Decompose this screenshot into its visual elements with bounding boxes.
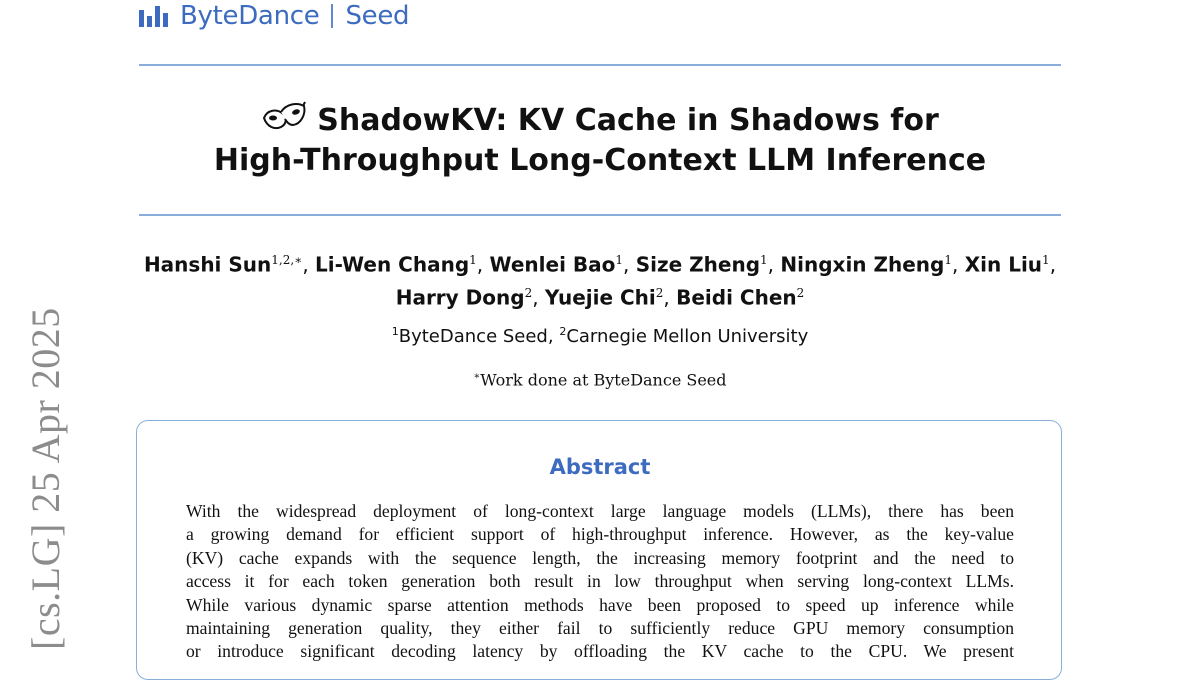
author-affiliation-marker: 1 [944, 253, 952, 267]
author-list [130, 246, 1070, 311]
author-line-2 [130, 279, 1070, 312]
author-name: Ningxin Zheng [780, 252, 945, 277]
brand-seed: Seed [345, 1, 410, 31]
affiliation-name: ByteDance Seed [398, 326, 548, 347]
mask-icon [261, 100, 307, 134]
abstract-line: access it for each token generation both result in low throughput when serving long-context LLMs. [186, 571, 1014, 592]
abstract-line: With the widespread deployment of long-context large language models (LLMs), there has been [186, 501, 1014, 521]
abstract-line: (KV) cache expands with the sequence length, the increasing memory footprint and the need to [186, 547, 1014, 568]
note-text: Work done at ByteDance Seed [480, 370, 727, 390]
abstract-line: While various dynamic sparse attention methods have been proposed to speed up inference while [186, 594, 1014, 615]
author-name: Hanshi Sun [143, 252, 272, 277]
arxiv-stamp: [cs.LG] 25 Apr 2025 [23, 307, 68, 650]
abstract-line: maintaining generation quality, they either fail to sufficiently reduce GPU memory consumption [186, 618, 1014, 639]
author-name: Li-Wen Chang [315, 252, 470, 277]
brand-bytedance: ByteDance [180, 1, 320, 31]
author-affiliation-marker: 1 [615, 253, 624, 267]
author-separator: , [532, 285, 545, 310]
affiliations [0, 320, 1200, 349]
author-name: Harry Dong [395, 285, 525, 310]
author-name: Wenlei Bao [489, 252, 616, 277]
paper-title [0, 100, 1200, 181]
author-name: Beidi Chen [676, 285, 797, 310]
author-name: Xin Liu [964, 252, 1043, 277]
abstract-line: a growing demand for efficient support of high-throughput inference. However, as the key-value [186, 524, 1014, 545]
author-name: Size Zheng [635, 252, 761, 277]
author-line-1 [130, 246, 1070, 279]
footnote-work-done [0, 366, 1200, 391]
title-text-1: ShadowKV: KV Cache in Shadows for [317, 103, 939, 138]
author-separator: , [952, 252, 965, 277]
author-separator: , [476, 252, 490, 277]
author-affiliation-marker: 1 [1042, 253, 1050, 267]
author-affiliation-marker: 1,2,∗ [271, 253, 303, 267]
abstract-line: or introduce significant decoding latency by offloading the KV cache to the CPU. We present [186, 641, 1014, 662]
author-affiliation-marker: 2 [524, 285, 533, 300]
author-affiliation-marker: 1 [469, 253, 477, 267]
title-line-1 [0, 100, 1200, 141]
abstract-body [186, 500, 1014, 664]
author-separator: , [623, 252, 636, 277]
affiliation-marker: 1 [391, 325, 399, 338]
title-rule [139, 214, 1061, 216]
affiliation-name: Carnegie Mellon University [566, 326, 809, 347]
author-separator: , [767, 252, 781, 277]
affiliation-marker: 2 [559, 325, 567, 338]
author-affiliation-marker: 2 [796, 285, 805, 300]
bytedance-seed-logo [138, 0, 409, 32]
note-marker: ∗ [473, 371, 481, 382]
bytedance-logo-icon [138, 4, 172, 28]
author-separator: , [302, 252, 316, 277]
author-affiliation-marker: 1 [760, 253, 768, 267]
header-rule [139, 64, 1061, 66]
abstract-heading: Abstract [549, 455, 651, 479]
author-separator: , [1049, 252, 1057, 277]
author-separator: , [663, 285, 677, 310]
affiliation-separator: , [547, 326, 560, 347]
author-name: Yuejie Chi [544, 285, 656, 310]
title-line-2: High-Throughput Long-Context LLM Inference [213, 143, 987, 178]
brand-divider [331, 4, 333, 28]
author-affiliation-marker: 2 [655, 285, 664, 300]
